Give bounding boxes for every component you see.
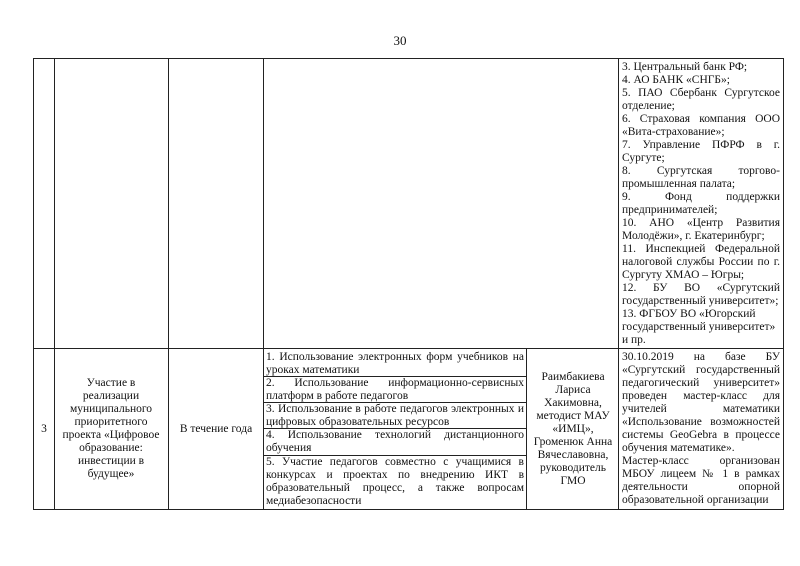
- event-name: Участие в реализации муниципального приоритетного проекта «Цифровое образование: инвестиции в будущее»: [62, 377, 160, 480]
- col-border: [526, 348, 527, 510]
- partner-item: 11. Инспекцией Федеральной налоговой службы России по г. Сургуту ХМАО – Югры;: [622, 243, 780, 281]
- activity-item: 4. Использование технологий дистанционного обучения: [266, 429, 524, 454]
- period: В течение года: [179, 422, 253, 435]
- activity-item: 2. Использование информационно-сервисных платформ в работе педагогов: [266, 377, 524, 402]
- col-border: [783, 58, 784, 510]
- partner-item: 12. БУ ВО «Сургутский государственный университет»;: [622, 282, 780, 307]
- col-border: [54, 58, 55, 510]
- partner-item: 8. Сургутская торгово-промышленная палата;: [622, 165, 780, 190]
- partner-item: 10. АНО «Центр Развития Молодёжи», г. Екатеринбург;: [622, 217, 780, 242]
- col-border: [618, 58, 619, 510]
- partner-item: 4. АО БАНК «СНГБ»;: [622, 74, 730, 86]
- activity-item: 1. Использование электронных форм учебников на уроках математики: [266, 351, 524, 376]
- activity-item: 5. Участие педагогов совместно с учащимися в конкурсах и проектах по внедрению ИКТ в образовательный процесс, а также вопросам медиабезопасности: [266, 456, 524, 507]
- responsible-persons: Раимбакиева Лариса Хакимовна, методист МАУ «ИМЦ», Громенюк Анна Вячеславовна, руководитель ГМО: [533, 370, 613, 487]
- activity-item: 3. Использование в работе педагогов электронных и цифровых образовательных ресурсов: [266, 403, 524, 428]
- partner-item: 13. ФГБОУ ВО «Югорский государственный университет» и пр.: [622, 308, 776, 346]
- partner-item: 9. Фонд поддержки предпринимателей;: [622, 191, 780, 216]
- partners-list: [622, 61, 780, 347]
- result-paragraph: 30.10.2019 на базе БУ «Сургутский государственный педагогический университет» проведен мастер-класс для учителей математики «Использование возможностей системы GeoGebra в процессе обучения математике».: [622, 351, 780, 454]
- table-top-border: [33, 58, 784, 59]
- result-text: [622, 351, 780, 509]
- partner-item: 3. Центральный банк РФ;: [622, 61, 748, 73]
- table-bottom-border: [33, 509, 784, 510]
- page-number: 30: [393, 33, 407, 48]
- result-paragraph: Мастер-класс организован МБОУ лицеем № 1 в рамках деятельности опорной образовательной организации: [622, 455, 780, 506]
- partner-item: 7. Управление ПФРФ в г. Сургуте;: [622, 139, 780, 164]
- partner-item: 5. ПАО Сбербанк Сургутское отделение;: [622, 87, 780, 112]
- partner-item: 6. Страховая компания ООО «Вита-страхование»;: [622, 113, 780, 138]
- col-border: [263, 58, 264, 510]
- row-number: 3: [41, 422, 47, 435]
